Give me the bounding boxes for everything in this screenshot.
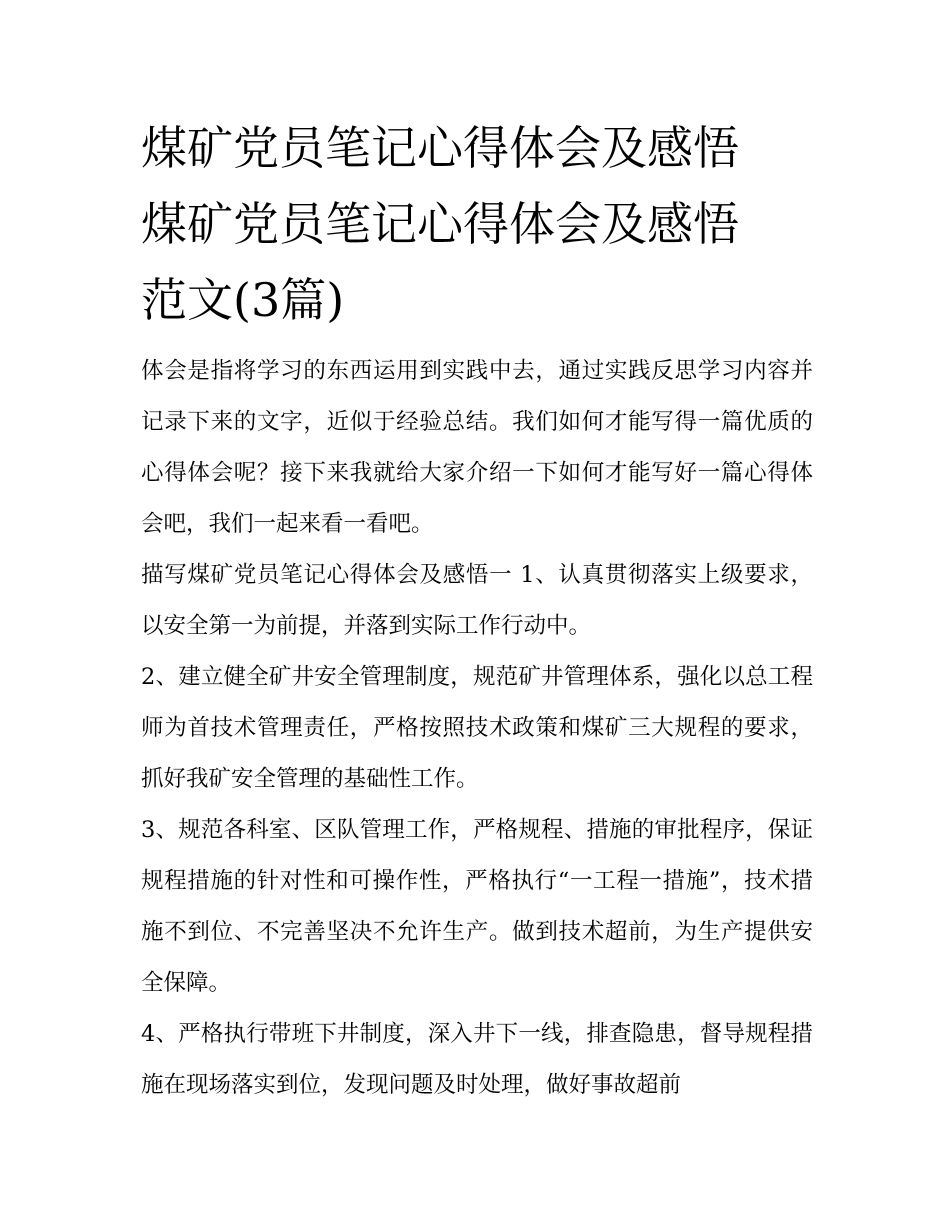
title-line-2: 煤矿党员笔记心得体会及感悟 bbox=[141, 197, 739, 251]
document-title bbox=[141, 110, 813, 338]
document-page bbox=[141, 110, 813, 1111]
intro-paragraph: 体会是指将学习的东西运用到实践中去，通过实践反思学习内容并记录下来的文字，近似于经验总结。我们如何才能写得一篇优质的心得体会呢？接下来我就给大家介绍一下如何才能写好一篇心得体会吧，我们一起来看一看吧。 bbox=[141, 358, 813, 537]
point-3-paragraph: 3、规范各科室、区队管理工作，严格规程、措施的审批程序，保证规程措施的针对性和可操作性，严格执行“一工程一措施”，技术措施不到位、不完善坚决不允许生产。做到技术超前，为生产提供安全保障。 bbox=[141, 817, 813, 996]
section-one-paragraph: 描写煤矿党员笔记心得体会及感悟一 1、认真贯彻落实上级要求，以安全第一为前提，并落到实际工作行动中。 bbox=[141, 562, 813, 639]
title-line-1: 煤矿党员笔记心得体会及感悟 bbox=[141, 121, 739, 175]
point-2-paragraph: 2、建立健全矿井安全管理制度，规范矿井管理体系，强化以总工程师为首技术管理责任，严格按照技术政策和煤矿三大规程的要求，抓好我矿安全管理的基础性工作。 bbox=[141, 664, 813, 792]
point-4-paragraph: 4、严格执行带班下井制度，深入井下一线，排查隐患，督导规程措施在现场落实到位，发现问题及时处理，做好事故超前 bbox=[141, 1021, 813, 1098]
title-line-3: 范文(3篇) bbox=[141, 273, 345, 327]
